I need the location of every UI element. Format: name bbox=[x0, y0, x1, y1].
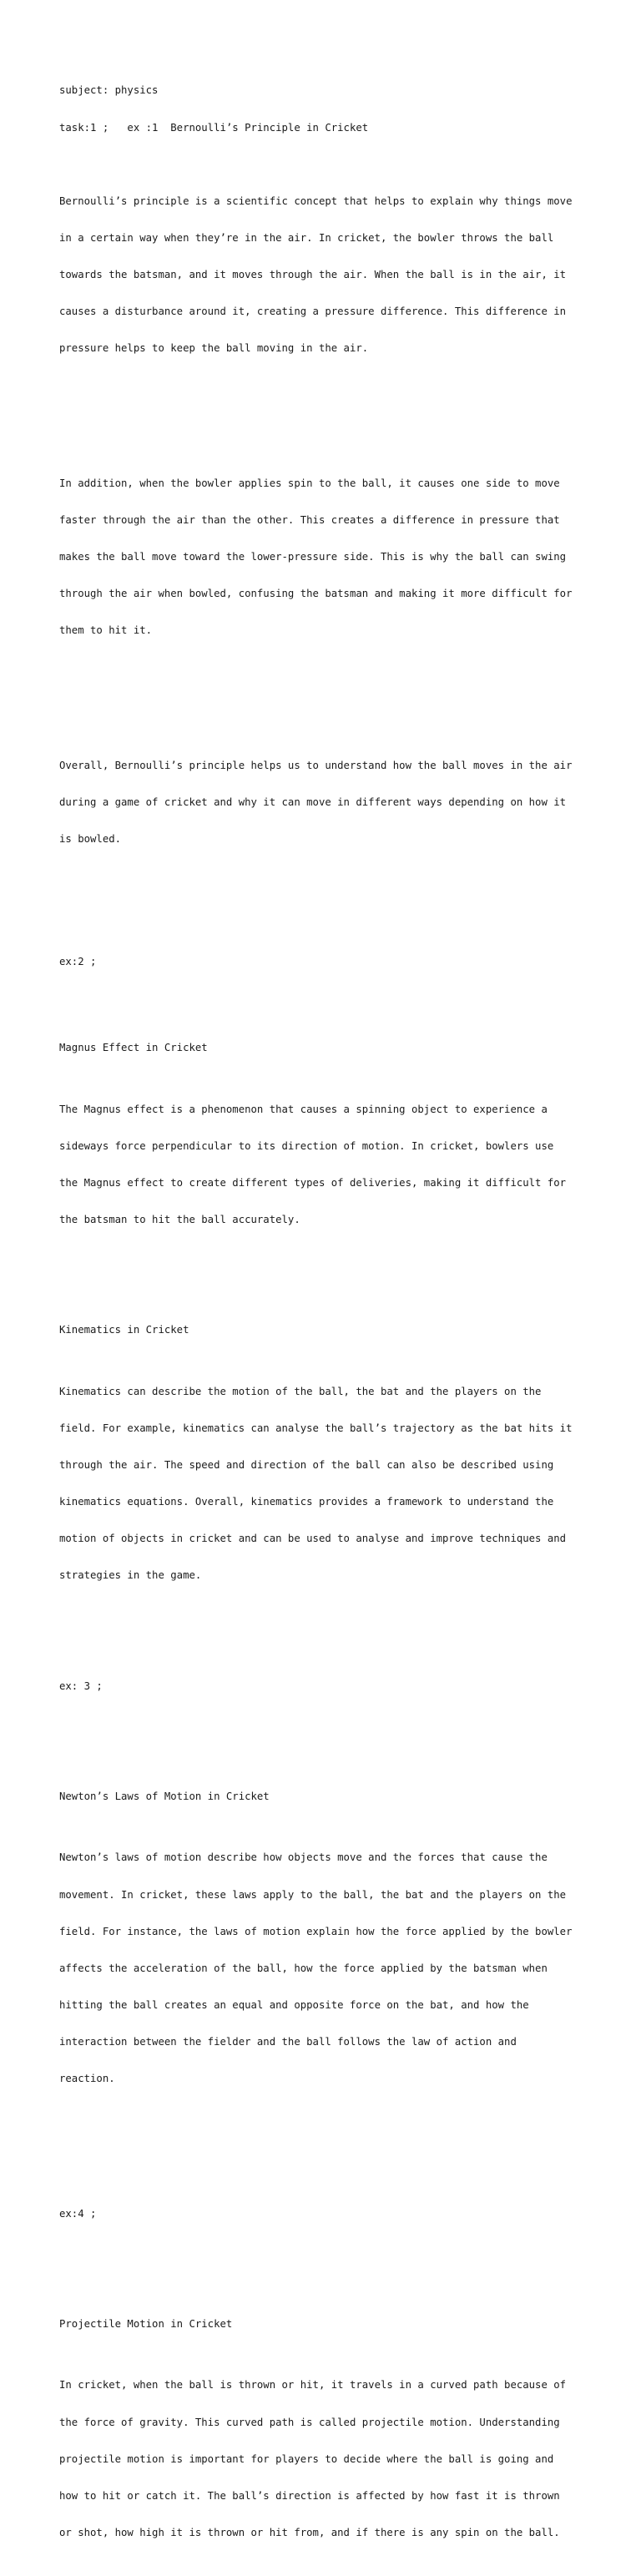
text-line: hitting the ball creates an equal and opposite force on the bat, and how the bbox=[59, 1998, 529, 2011]
text-line: sideways force perpendicular to its direction of motion. In cricket, bowlers use bbox=[59, 1139, 554, 1152]
kinematics-title: Kinematics in Cricket bbox=[59, 1324, 189, 1336]
text-line: Bernoulli’s principle is a scientific concept that helps to explain why things move bbox=[59, 194, 573, 207]
spacer bbox=[59, 2245, 593, 2281]
projectile-paragraph bbox=[59, 2355, 593, 2563]
text-line: reaction. bbox=[59, 2073, 115, 2085]
exercise-3-label: ex: 3 ; bbox=[59, 1679, 103, 1692]
text-line: through the air. The speed and direction of the ball can also be described using bbox=[59, 1459, 554, 1472]
text-line: is bowled. bbox=[59, 833, 122, 846]
text-line: through the air when bowled, confusing the batsman and making it more difficult for bbox=[59, 588, 573, 600]
spacer bbox=[59, 1275, 593, 1288]
text-line: affects the acceleration of the ball, how the force applied by the batsman when bbox=[59, 1962, 548, 1974]
newton-title: Newton’s Laws of Motion in Cricket bbox=[59, 1790, 270, 1802]
text-line: Newton’s laws of motion describe how objects move and the forces that cause the bbox=[59, 1851, 548, 1864]
spacer bbox=[59, 404, 593, 417]
text-line: movement. In cricket, these laws apply to the ball, the bat and the players on the bbox=[59, 1888, 567, 1901]
text-line: motion of objects in cricket and can be used to analyse and improve techniques and bbox=[59, 1533, 567, 1545]
kinematics-paragraph bbox=[59, 1361, 593, 1606]
text-line: interaction between the fielder and the ball follows the law of action and bbox=[59, 2036, 517, 2048]
text-line: causes a disturbance around it, creating a pressure difference. This difference in bbox=[59, 306, 567, 318]
task-line: task:1 ; ex :1 Bernoulli’s Principle in Cricket bbox=[59, 121, 369, 134]
text-line: the force of gravity. This curved path is called projectile motion. Understanding bbox=[59, 2416, 560, 2428]
text-line: field. For instance, the laws of motion explain how the force applied by the bowler bbox=[59, 1925, 573, 1937]
text-line: In addition, when the bowler applies spin to the ball, it causes one side to move bbox=[59, 477, 560, 489]
text-line: The Magnus effect is a phenomenon that causes a spinning object to experience a bbox=[59, 1103, 548, 1115]
text-line: projectile motion is important for players to decide where the ball is going and bbox=[59, 2452, 554, 2465]
text-line: kinematics equations. Overall, kinematics provides a framework to understand the bbox=[59, 1496, 554, 1508]
magnus-paragraph bbox=[59, 1078, 593, 1250]
text-line: how to hit or catch it. The ball’s direction is affected by how fast it is thrown bbox=[59, 2489, 560, 2502]
text-line: the batsman to hit the ball accurately. bbox=[59, 1214, 300, 1226]
text-line: field. For example, kinematics can analyse the ball’s trajectory as the bat hits it bbox=[59, 1422, 573, 1434]
document-page bbox=[59, 60, 593, 2576]
text-line: Kinematics can describe the motion of the ball, the bat and the players on the bbox=[59, 1385, 542, 1397]
spacer bbox=[59, 993, 593, 1005]
text-line: faster through the air than the other. This creates a difference in pressure that bbox=[59, 514, 560, 526]
newton-paragraph bbox=[59, 1827, 593, 2109]
text-line: pressure helps to keep the ball moving in the air. bbox=[59, 342, 369, 355]
text-line: in a certain way when they’re in the air. In cricket, the bowler throws the ball bbox=[59, 231, 554, 244]
spacer bbox=[59, 686, 593, 699]
exercise-2-label: ex:2 ; bbox=[59, 956, 97, 968]
text-line: Overall, Bernoulli’s principle helps us to understand how the ball moves in the air bbox=[59, 760, 573, 772]
text-line: the Magnus effect to create different types of deliveries, making it difficult for bbox=[59, 1176, 567, 1189]
bernoulli-paragraph-3 bbox=[59, 735, 593, 871]
bernoulli-paragraph-1 bbox=[59, 170, 593, 379]
text-line: them to hit it. bbox=[59, 624, 153, 637]
bernoulli-paragraph-2 bbox=[59, 452, 593, 661]
subject-line: subject: physics bbox=[59, 84, 159, 97]
spacer bbox=[59, 2134, 593, 2171]
magnus-title: Magnus Effect in Cricket bbox=[59, 1042, 208, 1054]
text-line: or shot, how high it is thrown or hit from, and if there is any spin on the ball. bbox=[59, 2526, 560, 2538]
spacer bbox=[59, 895, 593, 919]
spacer bbox=[59, 1631, 593, 1644]
text-line: strategies in the game. bbox=[59, 1569, 202, 1582]
text-line: makes the ball move toward the lower-pressure side. This is why the ball can swing bbox=[59, 551, 567, 563]
text-line: towards the batsman, and it moves through the air. When the ball is in the air, it bbox=[59, 268, 567, 280]
text-line: In cricket, when the ball is thrown or hit, it travels in a curved path because of bbox=[59, 2379, 567, 2392]
text-line: during a game of cricket and why it can move in different ways depending on how it bbox=[59, 796, 567, 809]
exercise-4-label: ex:4 ; bbox=[59, 2207, 97, 2220]
spacer bbox=[59, 1717, 593, 1754]
projectile-title: Projectile Motion in Cricket bbox=[59, 2317, 233, 2330]
